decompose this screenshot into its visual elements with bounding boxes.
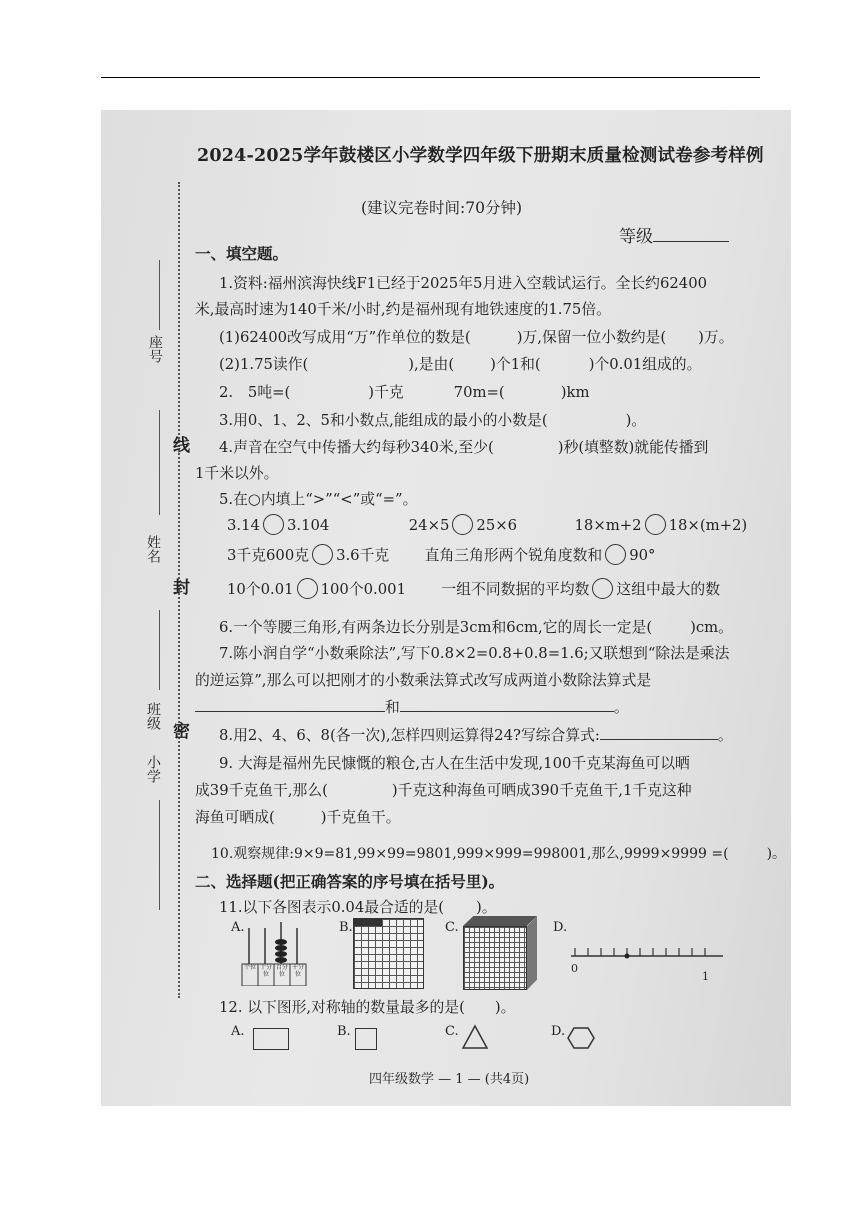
q2-line: 2. 5吨=( )千克 70m=( )km [219,384,590,401]
thousand-cube-top [463,916,537,926]
q9-line3: 海鱼可晒成( )千克鱼干。 [195,809,401,826]
thousand-cube-front [463,926,527,990]
compare-circle[interactable] [297,578,318,599]
thousand-cube-side [527,916,537,990]
q11-option-a-label: A. [231,920,245,935]
hexagon-icon [567,1026,595,1050]
q7-answer-blank-1[interactable] [195,700,385,712]
hundred-grid [353,918,424,989]
school-blank [159,800,160,910]
seal-mark: 封 [169,578,189,595]
q7-line1: 7.陈小润自学“小数乘除法”,写下0.8×2=0.8+0.8=1.6;又联想到“除法是乘法 [219,645,730,662]
section-fill-blank: 一、填空题。 [195,244,289,263]
grade-field [619,222,729,247]
q4-line2: 1千米以外。 [195,465,279,482]
name-label: 姓名 [145,535,161,563]
school-label: 小学 [145,755,161,783]
abacus-labels: 个位 十分位 百分位 千分位 [243,964,304,978]
q7-line2: 的逆运算”,那么可以把刚才的小数乘法算式改写成两道小数除法算式是 [195,672,652,689]
rectangle-icon [253,1028,289,1050]
compare-circle[interactable] [263,514,284,535]
compare-circle[interactable] [645,514,666,535]
seat-label: 座号 [147,335,163,363]
class-blank [159,610,160,690]
triangle-icon [461,1024,489,1050]
page-footer: 四年级数学 — 1 — (共4页) [369,1072,530,1087]
grade-blank[interactable] [653,228,729,242]
q5-row3: 10个0.01 100个0.001 一组不同数据的平均数 这组中最大的数 [227,578,720,599]
q11-option-b-label: B. [339,920,353,935]
class-label: 班级 [145,702,161,730]
line-mark: 线 [169,436,189,453]
grade-label: 等级 [619,227,653,247]
q12-option-b-label: B. [337,1024,351,1039]
q3-line: 3.用0、1、2、5和小数点,能组成的最小的小数是( )。 [219,412,647,429]
q12-option-c-label: C. [445,1024,459,1039]
seat-blank [159,260,160,330]
q11-stem: 11.以下各图表示0.04最合适的是( )。 [219,899,497,916]
secret-mark: 密 [169,722,189,739]
compare-circle[interactable] [592,578,613,599]
q5-stem: 5.在○内填上“>”“<”或“=”。 [219,491,418,508]
name-blank [159,410,160,515]
compare-circle[interactable] [605,544,626,565]
q8-line: 8.用2、4、6、8(各一次),怎样四则运算得24?写综合算式: 。 [219,727,733,744]
compare-circle[interactable] [452,514,473,535]
number-line-one: 1 [702,970,709,983]
q11-option-c-label: C. [445,920,459,935]
q1-line2: 米,最高时速为140千米/小时,约是福州现有地铁速度的1.75倍。 [195,301,611,318]
q6-line: 6.一个等腰三角形,有两条边长分别是3cm和6cm,它的周长一定是( )cm。 [219,619,733,636]
square-icon [355,1028,377,1050]
number-line-zero: 0 [571,962,578,975]
q1-part1: (1)62400改写成用“万”作单位的数是( )万,保留一位小数约是( )万。 [219,329,734,346]
q11-option-d-label: D. [553,920,568,935]
exam-time-note: (建议完卷时间:70分钟) [361,199,523,217]
exam-title: 2024-2025学年鼓楼区小学数学四年级下册期末质量检测试卷参考样例 [197,146,764,166]
exam-sheet [101,110,791,1106]
q9-line1: 9. 大海是福州先民慷慨的粮仓,古人在生活中发现,100千克某海鱼可以晒 [219,755,690,772]
top-rule [101,77,760,78]
compare-circle[interactable] [312,544,333,565]
q1-line1: 1.资料:福州滨海快线F1已经于2025年5月进入空载试运行。全长约62400 [219,275,708,292]
q7-answer-blank-2[interactable] [400,700,614,712]
section-multiple-choice: 二、选择题(把正确答案的序号填在括号里)。 [195,872,505,891]
q9-line2: 成39千克鱼干,那么( )千克这种海鱼可晒成390千克鱼干,1千克这种 [195,782,692,799]
q10-line: 10.观察规律:9×9=81,99×99=9801,999×999=998001,那么,9999×9999 =( )。 [211,846,787,862]
q5-row2: 3千克600克 3.6千克 直角三角形两个锐角度数和 90° [227,544,655,565]
q12-stem: 12. 以下图形,对称轴的数量最多的是( )。 [219,999,516,1016]
q1-part2: (2)1.75读作( ),是由( )个1和( )个0.01组成的。 [219,356,702,373]
hundred-grid-shaded [354,919,382,926]
q12-option-d-label: D. [551,1024,566,1039]
q8-answer-blank[interactable] [600,728,718,740]
q5-row1: 3.14 3.104 24×5 25×6 18×m+2 18×(m+2) [227,514,747,535]
q4-line1: 4.声音在空气中传播大约每秒340米,至少( )秒(填整数)就能传播到 [219,439,709,456]
q7-line3: 和 。 [195,696,629,717]
q12-option-a-label: A. [231,1024,245,1039]
